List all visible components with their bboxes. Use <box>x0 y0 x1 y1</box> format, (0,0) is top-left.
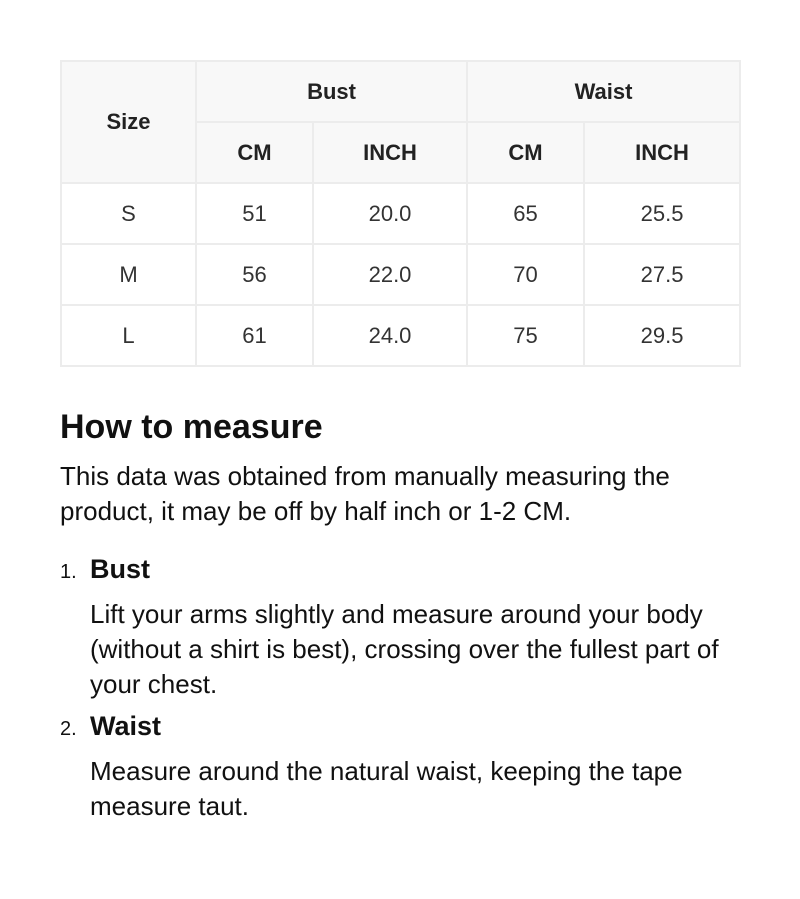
step-number: 2. <box>60 718 77 740</box>
waist-cm-cell: 70 <box>467 244 584 305</box>
size-column-header: Size <box>61 61 196 183</box>
waist-cm-cell: 65 <box>467 183 584 244</box>
waist-cm-header: CM <box>467 122 584 183</box>
bust-cm-cell: 61 <box>196 305 313 366</box>
list-item <box>60 553 740 702</box>
measure-steps-list <box>60 553 740 824</box>
step-description-bust: Lift your arms slightly and measure around your body (without a shirt is best), crossing over the fullest part of your chest. <box>90 599 719 699</box>
table-row <box>61 183 740 244</box>
waist-group-header: Waist <box>467 61 740 122</box>
list-item <box>60 710 740 824</box>
bust-group-header: Bust <box>196 61 467 122</box>
waist-inch-cell: 25.5 <box>584 183 740 244</box>
waist-cm-cell: 75 <box>467 305 584 366</box>
waist-inch-header: INCH <box>584 122 740 183</box>
size-chart-table <box>60 60 741 367</box>
step-description-waist: Measure around the natural waist, keeping the tape measure taut. <box>90 756 683 821</box>
waist-inch-cell: 29.5 <box>584 305 740 366</box>
bust-cm-cell: 56 <box>196 244 313 305</box>
bust-inch-cell: 20.0 <box>313 183 467 244</box>
step-number: 1. <box>60 561 77 583</box>
size-cell: S <box>61 183 196 244</box>
size-cell: L <box>61 305 196 366</box>
bust-cm-cell: 51 <box>196 183 313 244</box>
bust-cm-header: CM <box>196 122 313 183</box>
waist-inch-cell: 27.5 <box>584 244 740 305</box>
table-header-row <box>61 61 740 122</box>
step-title-waist: Waist <box>90 711 162 741</box>
size-cell: M <box>61 244 196 305</box>
bust-inch-cell: 22.0 <box>313 244 467 305</box>
step-title-bust: Bust <box>90 554 150 584</box>
table-row <box>61 305 740 366</box>
measure-intro-text: This data was obtained from manually measuring the product, it may be off by half inch or 1-2 CM. <box>60 461 670 526</box>
how-to-measure-heading: How to measure <box>60 408 323 446</box>
bust-inch-cell: 24.0 <box>313 305 467 366</box>
bust-inch-header: INCH <box>313 122 467 183</box>
table-row <box>61 244 740 305</box>
